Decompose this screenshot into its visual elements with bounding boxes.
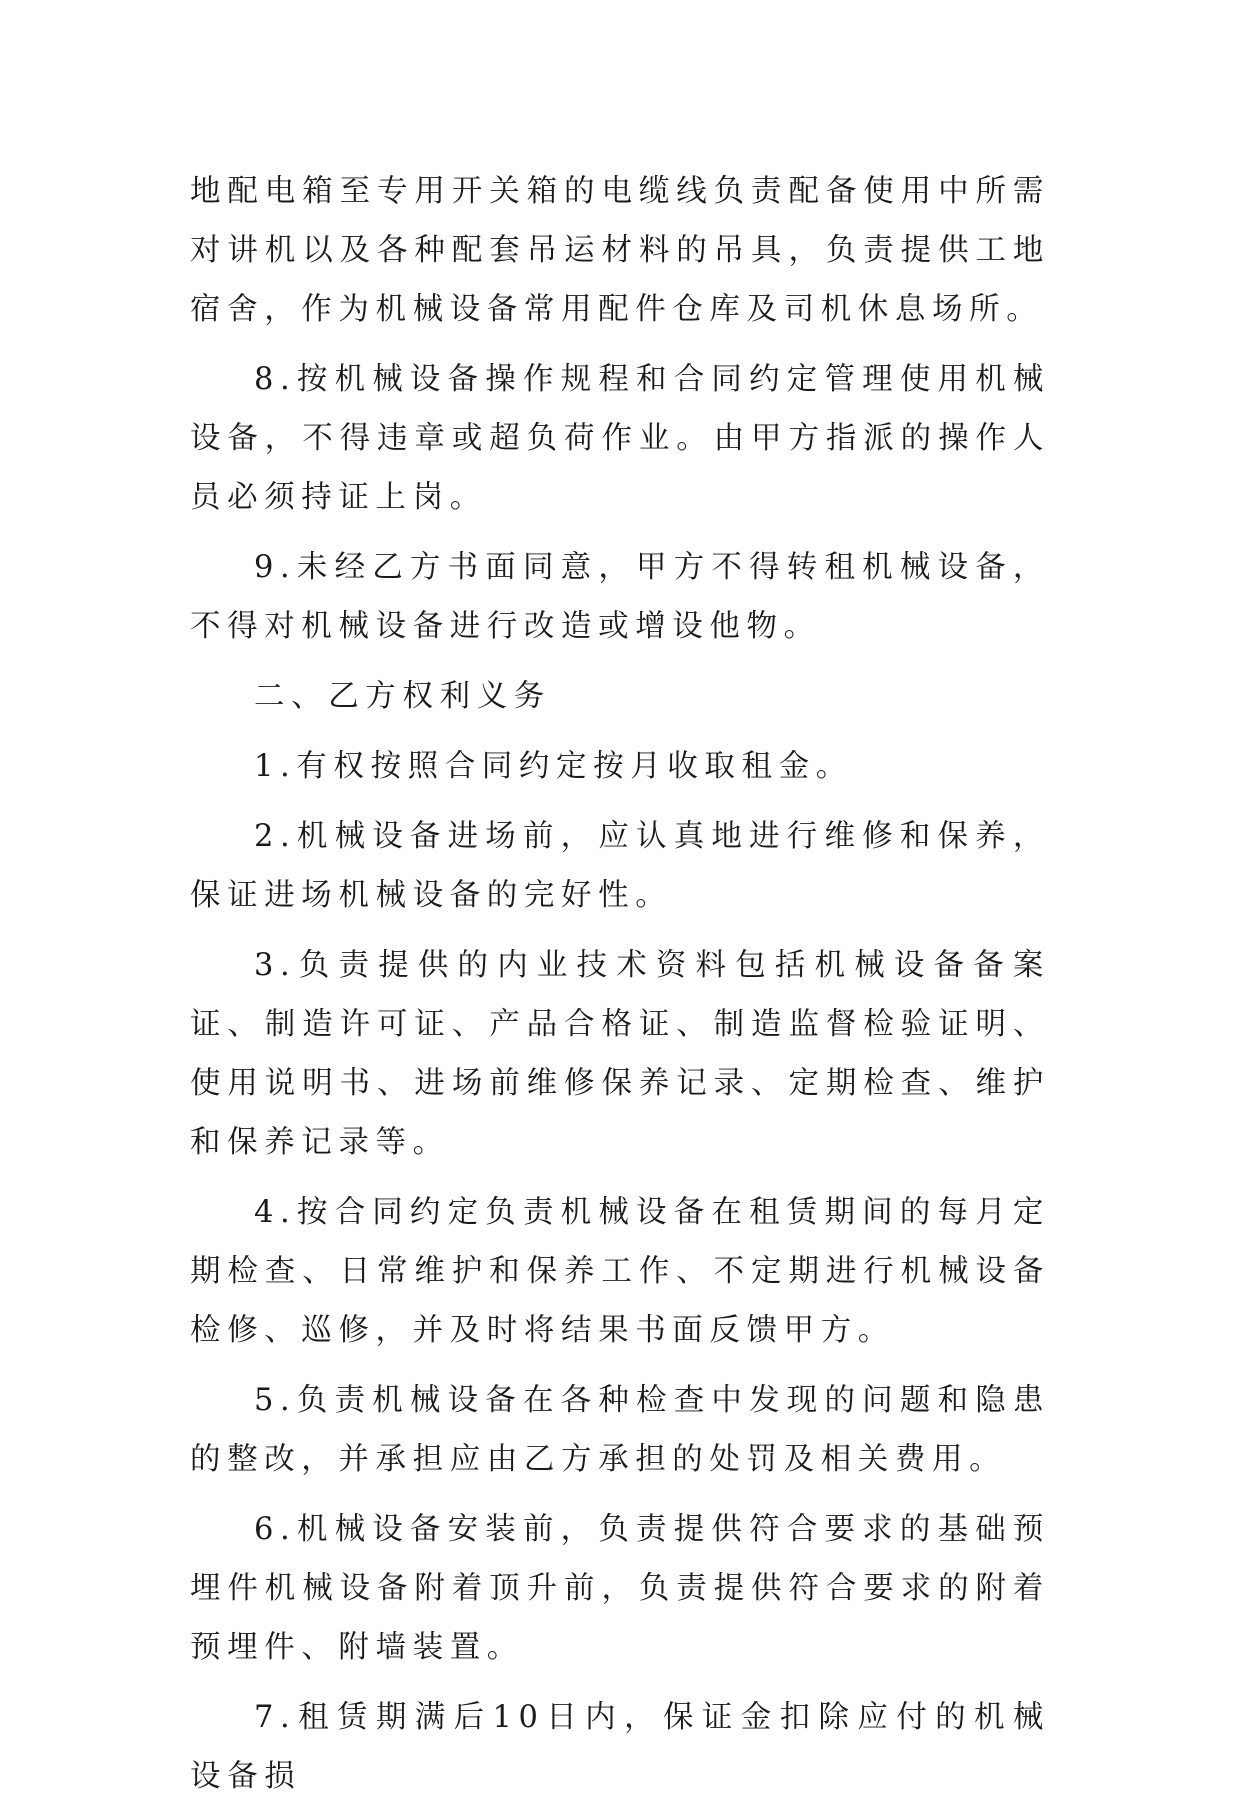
section-heading: 二、乙方权利义务 [254, 679, 551, 714]
paragraph: 8.按机械设备操作规程和合同约定管理使用机械设备，不得违章或超负荷作业。由甲方指派的操作人员必须持证上岗。 [190, 362, 1050, 515]
paragraph: 1.有权按照合同约定按月收取租金。 [254, 749, 853, 784]
paragraph: 6.机械设备安装前，负责提供符合要求的基础预埋件机械设备附着顶升前，负责提供符合要求的附着预埋件、附墙装置。 [190, 1512, 1050, 1665]
paragraph: 5.负责机械设备在各种检查中发现的问题和隐患的整改，并承担应由乙方承担的处罚及相关费用。 [190, 1383, 1050, 1477]
document-body [190, 162, 1050, 1817]
paragraph: 地配电箱至专用开关箱的电缆线负责配备使用中所需对讲机以及各种配套吊运材料的吊具，负责提供工地宿舍，作为机械设备常用配件仓库及司机休息场所。 [190, 174, 1050, 327]
paragraph: 4.按合同约定负责机械设备在租赁期间的每月定期检查、日常维护和保养工作、不定期进行机械设备检修、巡修，并及时将结果书面反馈甲方。 [190, 1195, 1050, 1348]
paragraph: 9.未经乙方书面同意，甲方不得转租机械设备，不得对机械设备进行改造或增设他物。 [190, 550, 1050, 644]
paragraph: 7.租赁期满后10日内，保证金扣除应付的机械设备损 [190, 1700, 1050, 1794]
paragraph: 3.负责提供的内业技术资料包括机械设备备案证、制造许可证、产品合格证、制造监督检验证明、使用说明书、进场前维修保养记录、定期检查、维护和保养记录等。 [190, 948, 1050, 1160]
paragraph: 2.机械设备进场前，应认真地进行维修和保养，保证进场机械设备的完好性。 [190, 819, 1050, 913]
